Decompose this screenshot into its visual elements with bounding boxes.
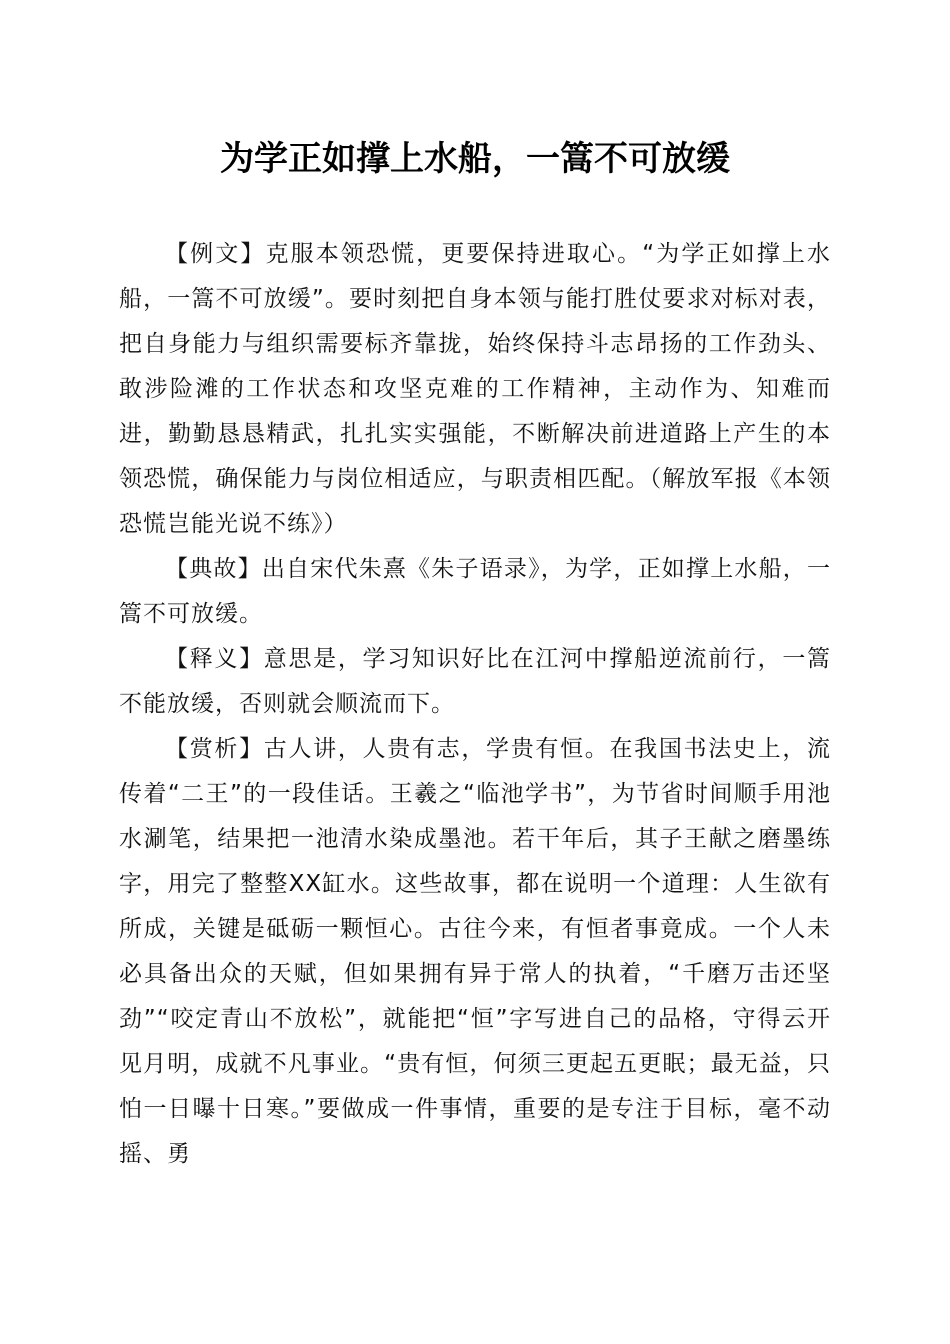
paragraph-text: 出自宋代朱熹《朱子语录》，为学，正如撑上水船，一篙不可放缓。 bbox=[119, 556, 832, 627]
document-body bbox=[119, 232, 831, 1177]
paragraph-example bbox=[119, 232, 831, 547]
document-title: 为学正如撑上水船，一篙不可放缓 bbox=[220, 139, 730, 179]
paragraph-text: 意思是，学习知识好比在江河中撑船逆流前行，一篙不能放缓，否则就会顺流而下。 bbox=[119, 646, 832, 717]
paragraph-tag: 【例文】 bbox=[165, 241, 266, 267]
paragraph-text: 古人讲，人贵有志，学贵有恒。在我国书法史上，流传着“二王”的一段佳话。王羲之“临池学书”，为节省时间顺手用池水涮笔，结果把一池清水染成墨池。若干年后，其子王献之磨墨练字，用完了整整XX缸水。这些故事，都在说明一个道理：人生欲有所成，关键是砥砺一颗恒心。古往今来，有恒者事竟成。一个人未必具备出众的天赋，但如果拥有异于常人的执着，“千磨万击还坚劲”“咬定青山不放松”，就能把“恒”字写进自己的品格，守得云开见月明，成就不凡事业。“贵有恒，何须三更起五更眠；最无益，只怕一日曝十日寒。”要做成一件事情，重要的是专注于目标，毫不动摇、勇 bbox=[119, 736, 832, 1167]
paragraph-text: 克服本领恐慌，更要保持进取心。“为学正如撑上水船，一篙不可放缓”。要时刻把自身本领与能打胜仗要求对标对表，把自身能力与组织需要标齐靠拢，始终保持斗志昂扬的工作劲头、敢涉险滩的工作状态和攻坚克难的工作精神，主动作为、知难而进，勤勤恳恳精武，扎扎实实强能，不断解决前进道路上产生的本领恐慌，确保能力与岗位相适应，与职责相匹配。（解放军报《本领恐慌岂能光说不练》） bbox=[119, 241, 832, 537]
paragraph-tag: 【赏析】 bbox=[165, 736, 264, 762]
paragraph-allusion bbox=[119, 547, 831, 637]
paragraph-tag: 【释义】 bbox=[165, 646, 264, 672]
paragraph-appreciation bbox=[119, 727, 831, 1177]
paragraph-meaning bbox=[119, 637, 831, 727]
paragraph-tag: 【典故】 bbox=[165, 556, 262, 582]
